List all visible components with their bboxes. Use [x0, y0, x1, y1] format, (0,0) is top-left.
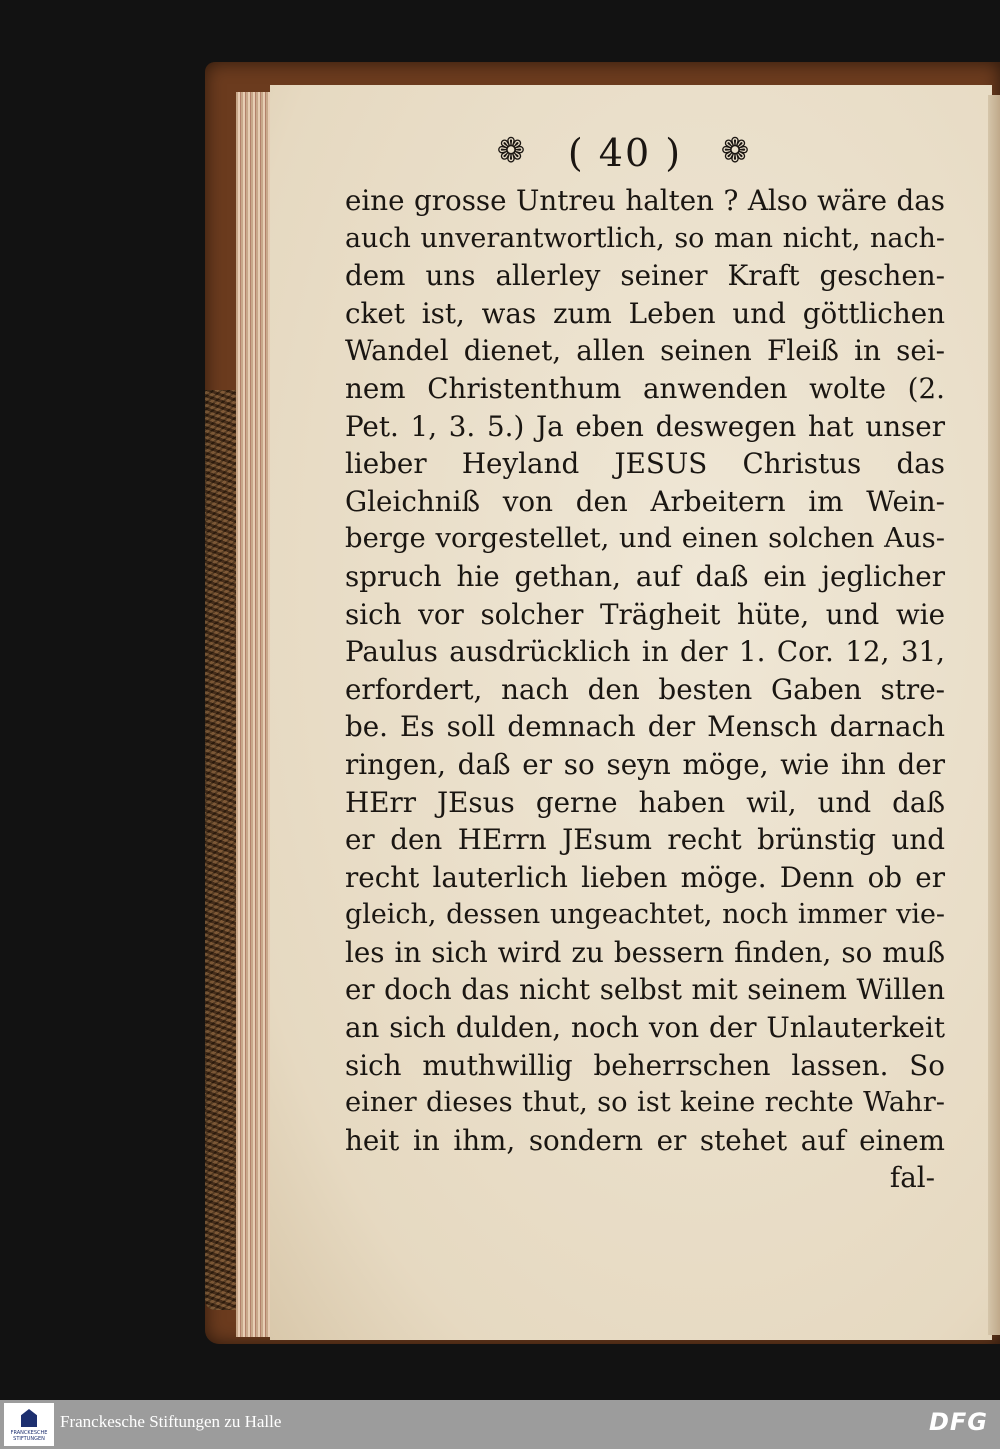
text-line: Pet. 1, 3. 5.) Ja eben deswegen hat unser	[345, 409, 945, 443]
text-line: Paulus ausdrücklich in der 1. Cor. 12, 31,	[345, 635, 945, 669]
text-line: einer dieses thut, so ist keine rechte Wahr-	[345, 1087, 945, 1119]
page-number: ( 40 )	[567, 131, 683, 175]
text-line: gleich, dessen ungeachtet, noch immer vie-	[345, 899, 945, 931]
text-line: cket ist, was zum Leben und göttlichen	[345, 296, 945, 330]
text-line: erfordert, nach den besten Gaben stre-	[345, 672, 945, 706]
flower-ornament-icon: ❁	[720, 131, 750, 171]
text-line: recht lauterlich lieben möge. Denn ob er	[345, 860, 945, 894]
flower-ornament-icon: ❁	[496, 131, 526, 171]
footer-bar	[0, 1400, 1000, 1449]
text-line: ringen, daß er so seyn möge, wie ihn der	[345, 747, 945, 781]
page-right-edge	[988, 95, 1000, 1335]
text-line: spruch hie gethan, auf daß ein jeglicher	[345, 559, 945, 593]
text-line: be. Es soll demnach der Mensch darnach	[345, 710, 945, 744]
text-line: heit in ihm, sondern er stehet auf einem	[345, 1123, 945, 1157]
catchword: fal-	[889, 1161, 935, 1195]
text-line: HErr JEsus gerne haben wil, und daß	[345, 785, 945, 819]
logo-text: FRANCKESCHE STIFTUNGEN	[10, 1430, 48, 1442]
text-line: sich muthwillig beherrschen lassen. So	[345, 1048, 945, 1082]
page-edges	[236, 92, 272, 1337]
text-line: eine grosse Untreu halten ? Also wäre das	[345, 184, 945, 217]
page-header	[0, 130, 1000, 178]
text-line: Wandel dienet, allen seinen Fleiß in sei-	[345, 334, 945, 368]
text-line: nem Christenthum anwenden wolte (2.	[345, 371, 945, 405]
franckesche-logo[interactable]	[4, 1403, 54, 1446]
text-line: an sich dulden, noch von der Unlauterkeit	[345, 1011, 945, 1045]
text-line: sich vor solcher Trägheit hüte, und wie	[345, 597, 945, 631]
building-icon	[21, 1409, 37, 1427]
text-line: er doch das nicht selbst mit seinem Willen	[345, 973, 945, 1007]
page-text	[345, 182, 945, 1197]
text-line: berge vorgestellet, und einen solchen Aus-	[345, 523, 945, 555]
footer-title[interactable]: Franckesche Stiftungen zu Halle	[60, 1412, 282, 1431]
text-line: auch unverantwortlich, so man nicht, nach-	[345, 222, 945, 254]
text-line: lieber Heyland JESUS Christus das	[345, 447, 945, 481]
text-line: er den HErrn JEsum recht brünstig und	[345, 823, 945, 857]
text-line: les in sich wird zu bessern finden, so muß	[345, 935, 945, 969]
dfg-logo[interactable]: DFG	[928, 1408, 988, 1436]
text-line: dem uns allerley seiner Kraft geschen-	[345, 259, 945, 293]
text-line: Gleichniß von den Arbeitern im Wein-	[345, 484, 945, 518]
book-spine-texture	[205, 390, 239, 1310]
